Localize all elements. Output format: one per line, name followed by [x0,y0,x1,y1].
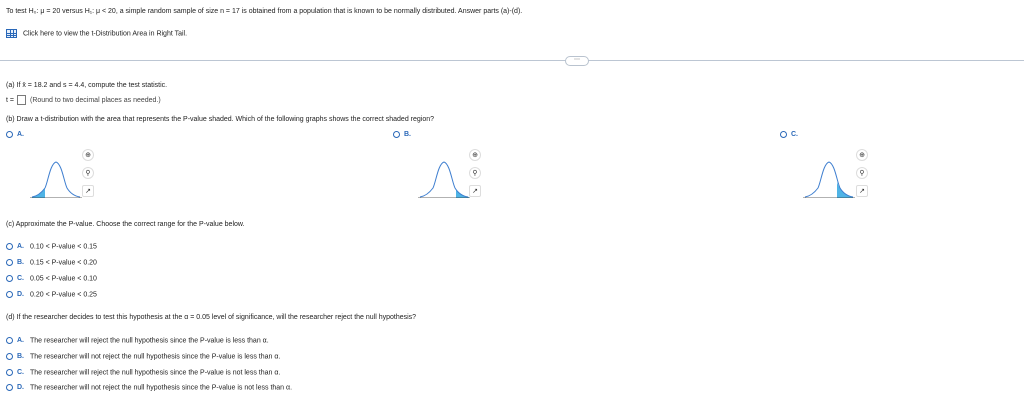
zoom-out-icon[interactable]: ⚲ [856,167,868,179]
radio-button[interactable] [6,275,13,282]
expand-dots-button[interactable]: ⋯ [565,56,589,66]
part-d-option-a[interactable] [6,337,269,344]
part-d-option-d[interactable] [6,384,292,391]
radio-button[interactable] [6,131,13,138]
part-a-question: (a) If x̄ = 18.2 and s = 4.4, compute the test statistic. [6,82,168,89]
part-c-option-d[interactable] [6,291,97,298]
radio-button[interactable] [6,384,13,391]
radio-button[interactable] [6,291,13,298]
option-letter: B. [17,353,24,361]
part-a-answer-row [6,95,161,105]
part-d-question: (d) If the researcher decides to test this hypothesis at the α = 0.05 level of significance, will the researcher reject the null hypothesis? [6,314,417,321]
option-text: 0.05 < P-value < 0.10 [30,275,97,283]
t-table-link[interactable] [6,29,187,38]
option-letter: D. [17,384,24,392]
shaded-region [837,182,853,198]
graph-c-tools [856,149,870,203]
radio-button[interactable] [393,131,400,138]
option-text: The researcher will reject the null hypothesis since the P-value is less than α. [30,337,269,345]
zoom-out-icon[interactable]: ⚲ [82,167,94,179]
popout-icon[interactable]: ↗ [469,185,481,197]
zoom-in-icon[interactable]: ⊕ [82,149,94,161]
radio-button[interactable] [6,353,13,360]
option-letter: A. [17,131,24,139]
zoom-in-icon[interactable]: ⊕ [856,149,868,161]
t-curve [805,162,853,197]
option-text: 0.10 < P-value < 0.15 [30,243,97,251]
part-b-option-c[interactable] [780,131,804,138]
round-hint: (Round to two decimal places as needed.) [29,96,161,104]
option-text: The researcher will not reject the null hypothesis since the P-value is less than α. [30,353,281,361]
part-d-option-b[interactable] [6,353,280,360]
radio-button[interactable] [6,259,13,266]
option-letter: B. [404,131,411,139]
option-letter: C. [17,275,24,283]
graph-a-tools [82,149,96,203]
graph-b-tools [469,149,483,203]
option-text: The researcher will reject the null hypothesis since the P-value is not less than α. [30,369,281,377]
part-c-question: (c) Approximate the P-value. Choose the correct range for the P-value below. [6,221,245,228]
part-b-option-a[interactable] [6,131,30,138]
popout-icon[interactable]: ↗ [856,185,868,197]
t-label: t = [6,96,14,104]
section-divider [0,60,1024,61]
radio-button[interactable] [6,243,13,250]
radio-button[interactable] [6,369,13,376]
part-b-option-b[interactable] [393,131,417,138]
part-c-option-a[interactable] [6,243,97,250]
popout-icon[interactable]: ↗ [82,185,94,197]
radio-button[interactable] [6,337,13,344]
t-statistic-input[interactable] [17,95,26,105]
option-letter: C. [17,369,24,377]
table-icon [6,29,17,38]
option-letter: B. [17,259,24,267]
part-b-question: (b) Draw a t-distribution with the area that represents the P-value shaded. Which of the following graphs shows the correct shaded region? [6,116,435,123]
option-text: 0.15 < P-value < 0.20 [30,259,97,267]
part-c-option-c[interactable] [6,275,97,282]
t-table-link-label: Click here to view the t-Distribution Area in Right Tail. [23,30,188,38]
option-text: The researcher will not reject the null hypothesis since the P-value is not less than α. [30,384,293,392]
t-curve [32,162,80,197]
option-letter: D. [17,291,24,299]
option-letter: C. [791,131,798,139]
option-text: 0.20 < P-value < 0.25 [30,291,97,299]
option-letter: A. [17,243,24,251]
zoom-out-icon[interactable]: ⚲ [469,167,481,179]
t-curve [420,162,468,197]
zoom-in-icon[interactable]: ⊕ [469,149,481,161]
part-d-option-c[interactable] [6,369,280,376]
option-letter: A. [17,337,24,345]
part-c-option-b[interactable] [6,259,97,266]
problem-header: To test H₀: μ = 20 versus H₁: μ < 20, a simple random sample of size n = 17 is obtained from a population that is known to be normally distributed. Answer parts (a)-(d). [6,8,523,15]
radio-button[interactable] [780,131,787,138]
